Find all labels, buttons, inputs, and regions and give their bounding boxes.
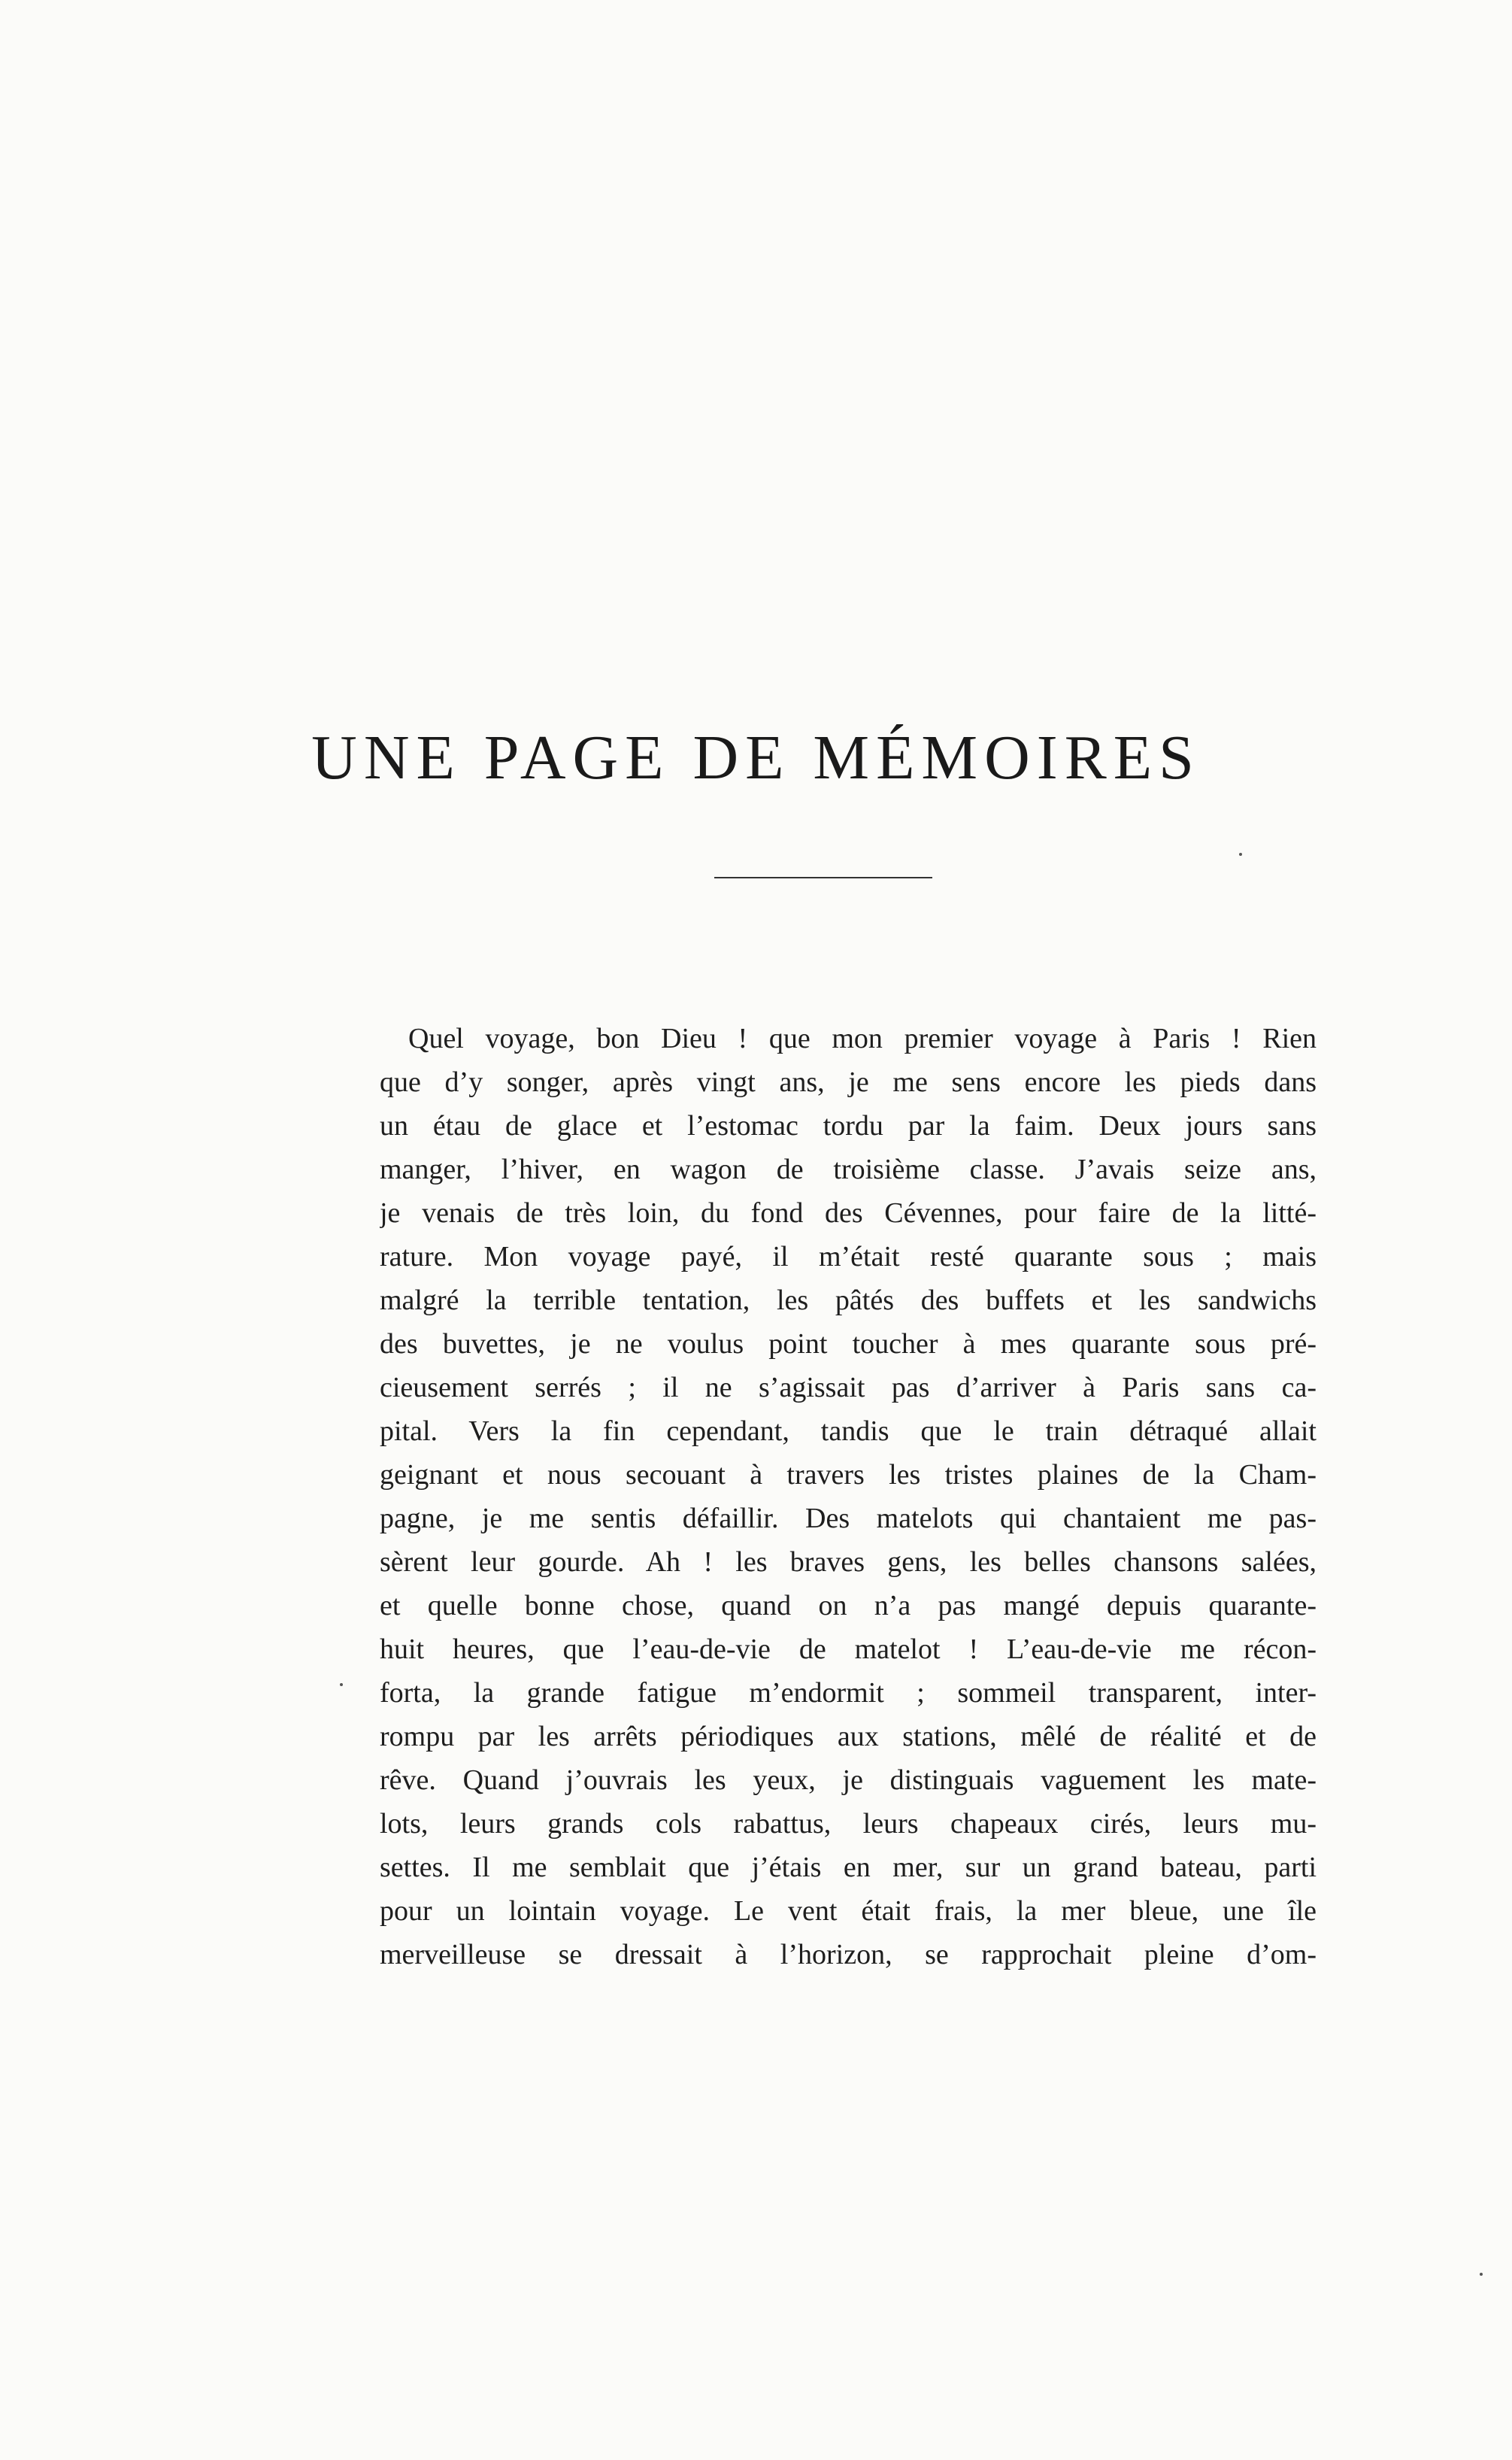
text-line: huit heures, que l’eau-de-vie de matelot ! L’eau-de-vie me récon- [380,1633,1317,1665]
text-line: Quel voyage, bon Dieu ! que mon premier voyage à Paris ! Rien [408,1023,1317,1054]
text-line: merveilleuse se dressait à l’horizon, se rapprochait pleine d’om- [380,1939,1317,1970]
paragraph [380,1017,1317,1976]
text-line: pital. Vers la fin cependant, tandis que le train détraqué allait [380,1415,1317,1447]
text-line: sèrent leur gourde. Ah ! les braves gens, les belles chansons salées, [380,1546,1317,1578]
text-line: pour un lointain voyage. Le vent était frais, la mer bleue, une île [380,1895,1317,1927]
text-line: un étau de glace et l’estomac tordu par la faim. Deux jours sans [380,1110,1317,1142]
ink-speck [1239,853,1242,856]
text-line: lots, leurs grands cols rabattus, leurs chapeaux cirés, leurs mu- [380,1808,1317,1840]
text-line: que d’y songer, après vingt ans, je me sens encore les pieds dans [380,1066,1317,1098]
text-line: des buvettes, je ne voulus point toucher à mes quarante sous pré- [380,1328,1317,1360]
text-line: settes. Il me semblait que j’étais en mer, sur un grand bateau, parti [380,1852,1317,1883]
text-line: cieusement serrés ; il ne s’agissait pas d’arriver à Paris sans ca- [380,1372,1317,1403]
ink-speck [340,1683,343,1686]
text-line: manger, l’hiver, en wagon de troisième classe. J’avais seize ans, [380,1154,1317,1185]
text-line: rêve. Quand j’ouvrais les yeux, je distinguais vaguement les mate- [380,1764,1317,1796]
text-line: et quelle bonne chose, quand on n’a pas mangé depuis quarante- [380,1590,1317,1621]
ink-speck [1480,2273,1483,2276]
text-line: rature. Mon voyage payé, il m’était resté quarante sous ; mais [380,1241,1317,1272]
text-line: rompu par les arrêts périodiques aux stations, mêlé de réalité et de [380,1721,1317,1752]
title-divider [714,877,932,878]
text-line: forta, la grande fatigue m’endormit ; sommeil transparent, inter- [380,1677,1317,1709]
text-line: malgré la terrible tentation, les pâtés des buffets et les sandwichs [380,1285,1317,1316]
chapter-title: UNE PAGE DE MÉMOIRES [311,723,1201,793]
text-line: pagne, je me sentis défaillir. Des matelots qui chantaient me pas- [380,1503,1317,1534]
text-line: je venais de très loin, du fond des Cévennes, pour faire de la litté- [380,1197,1317,1229]
text-line: geignant et nous secouant à travers les tristes plaines de la Cham- [380,1459,1317,1491]
